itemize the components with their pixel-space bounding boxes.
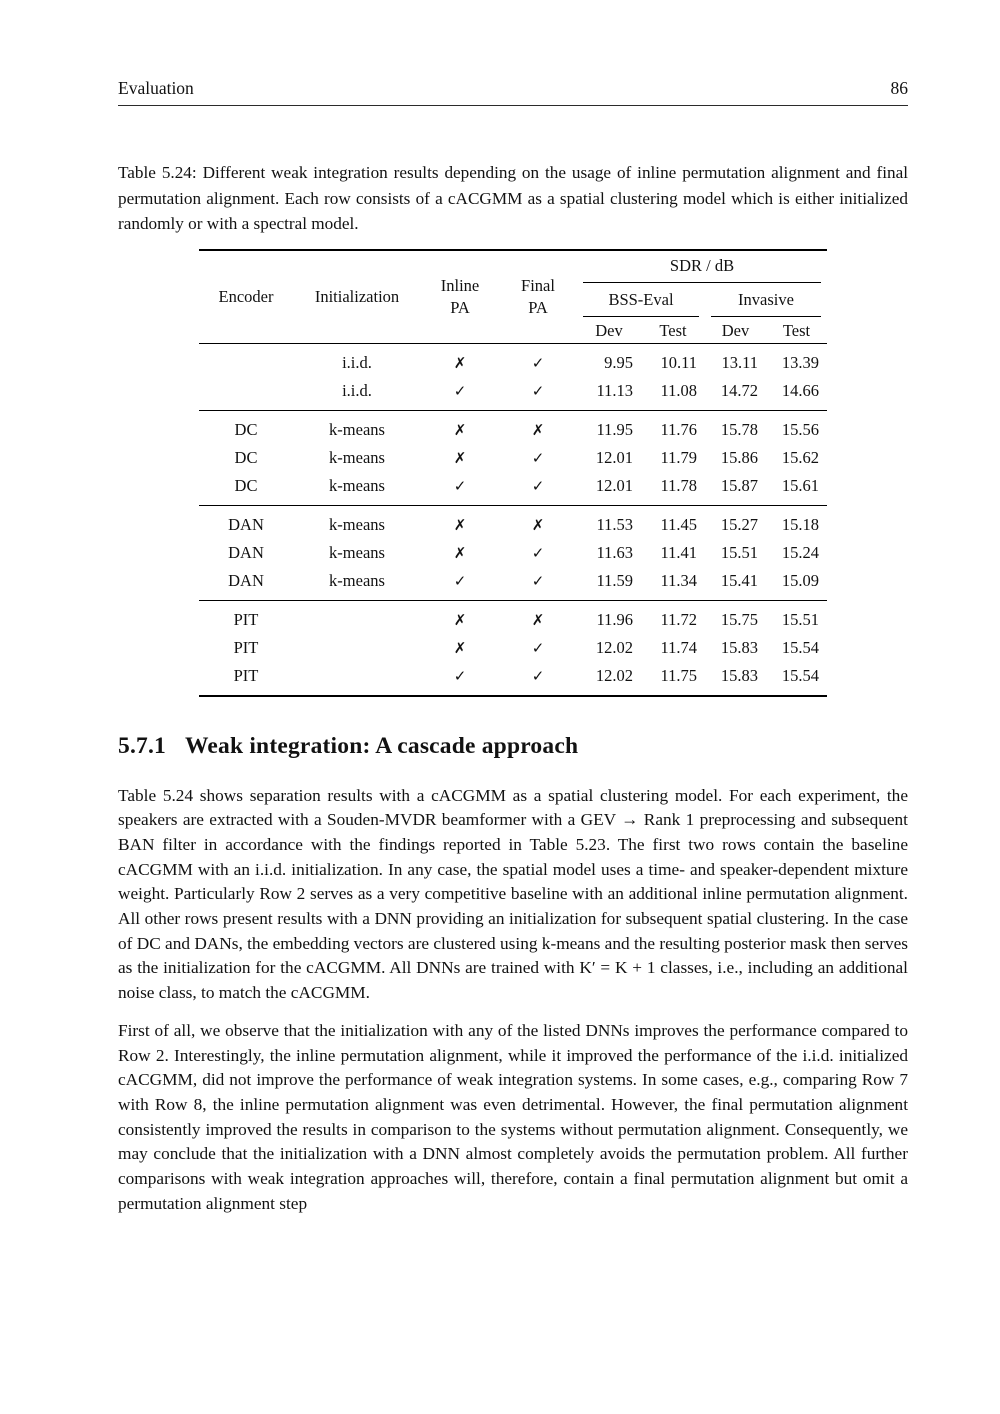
col-header-bss-dev: Dev [595, 320, 623, 340]
cross-icon [421, 444, 499, 472]
encoder-cell: PIT [233, 666, 259, 685]
bss-dev-cell: 11.13 [596, 381, 633, 400]
paragraph: Table 5.24 shows separation results with a cACGMM as a spatial clustering model. For each experiment, the speakers are extracted with a Souden-MVDR beamformer with a GEV → Rank 1 preprocessing and subsequent BAN filter in accordance with the findings reported in Table 5.23. The first two rows contain the baseline cACGMM with an i.i.d. initialization. In any case, the spatial model uses a time- and speaker-dependent mixture weight. Particularly Row 2 serves as a very competitive baseline with an additional inline permutation alignment. All other rows present results with a DNN providing an initialization for subsequent spatial clustering. In the case of DC and DANs, the embedding vectors are clustered using k-means and the resulting posterior mask then serves as the initialization for the cACGMM. All DNNs are trained with K′ = K + 1 classes, i.e., including an additional noise class, to match the cACGMM. [118, 785, 908, 1003]
initialization-cell: k-means [329, 571, 385, 590]
check-icon: ✓ [531, 448, 545, 467]
cross-icon [499, 600, 577, 634]
bss-dev-cell: 11.96 [596, 610, 633, 629]
bss-test-cell: 11.75 [660, 666, 697, 685]
invasive-test-cell: 15.54 [781, 666, 819, 685]
initialization-cell: k-means [329, 515, 385, 534]
results-table [199, 249, 827, 697]
table-group [199, 600, 827, 696]
table-row [199, 539, 827, 567]
header-row-1 [199, 250, 827, 285]
bss-dev-cell: 11.95 [596, 420, 633, 439]
check-icon [499, 343, 577, 377]
col-header-final-pa-line1: Final [521, 275, 555, 295]
cross-icon: ✗ [453, 610, 467, 629]
invasive-dev-cell: 15.27 [720, 515, 758, 534]
col-header-final-pa [499, 250, 577, 344]
initialization-cell [293, 600, 421, 634]
table-row [199, 505, 827, 539]
invasive-test-cell: 15.51 [781, 610, 819, 629]
check-icon: ✓ [453, 381, 467, 400]
table-caption: Table 5.24: Different weak integration results depending on the usage of inline permutation alignment and final permutation alignment. Each row consists of a cACGMM as a spatial clustering model which is either initialized randomly or with a spectral model. [118, 163, 908, 233]
col-header-encoder: Encoder [218, 286, 274, 306]
check-icon [499, 472, 577, 506]
section-number: 5.7.1 [118, 732, 166, 759]
table-row [199, 444, 827, 472]
invasive-dev-cell: 15.87 [720, 476, 758, 495]
paragraph: First of all, we observe that the initialization with any of the listed DNNs improves the performance compared to Row 2. Interestingly, the inline permutation alignment, while it improved the performance of the i.i.d. initialized cACGMM, did not improve the performance of weak integration systems. In some cases, e.g., comparing Row 7 with Row 8, the inline permutation alignment was even detrimental. However, the final permutation alignment consistently improved the results in comparison to the systems without permutation alignment. Consequently, we may conclude that the initialization with a DNN almost completely avoids the permutation problem. All further comparisons with weak integration approaches will, therefore, contain a final permutation alignment but omit a permutation alignment step [118, 1020, 908, 1213]
cross-icon [421, 600, 499, 634]
col-header-initialization: Initialization [314, 286, 400, 306]
col-header-bss-test: Test [659, 320, 687, 340]
check-icon: ✓ [531, 543, 545, 562]
bss-test-cell: 11.78 [660, 476, 697, 495]
invasive-dev-cell: 15.51 [720, 543, 758, 562]
invasive-test-cell: 15.61 [781, 476, 819, 495]
check-icon: ✓ [453, 571, 467, 590]
check-icon [499, 662, 577, 696]
initialization-cell: k-means [329, 476, 385, 495]
cross-icon: ✗ [453, 420, 467, 439]
check-icon: ✓ [531, 381, 545, 400]
col-group-sdr [577, 250, 827, 285]
invasive-test-cell: 15.54 [781, 638, 819, 657]
cross-icon: ✗ [531, 515, 545, 534]
cross-icon: ✗ [453, 353, 467, 372]
bss-test-cell: 11.08 [660, 381, 697, 400]
cross-icon: ✗ [453, 515, 467, 534]
cross-icon: ✗ [531, 610, 545, 629]
bss-test-cell: 11.74 [660, 638, 697, 657]
cross-icon: ✗ [453, 448, 467, 467]
cross-icon [421, 343, 499, 377]
col-group-invasive-label: Invasive [711, 287, 821, 317]
check-icon [421, 662, 499, 696]
initialization-cell [293, 662, 421, 696]
initialization-cell: k-means [329, 420, 385, 439]
check-icon [499, 444, 577, 472]
encoder-cell: PIT [233, 638, 259, 657]
check-icon: ✓ [531, 638, 545, 657]
initialization-cell: i.i.d. [342, 353, 372, 372]
cross-icon: ✗ [531, 420, 545, 439]
invasive-test-cell: 15.62 [781, 448, 819, 467]
initialization-cell: k-means [329, 448, 385, 467]
check-icon [421, 472, 499, 506]
check-icon [499, 634, 577, 662]
table-group [199, 505, 827, 600]
table-row [199, 662, 827, 696]
table-row [199, 600, 827, 634]
bss-dev-cell: 12.02 [595, 638, 633, 657]
invasive-test-cell: 13.39 [781, 353, 819, 372]
table-row [199, 343, 827, 377]
bss-test-cell: 10.11 [660, 353, 697, 372]
invasive-dev-cell: 13.11 [721, 353, 758, 372]
check-icon: ✓ [453, 476, 467, 495]
col-header-invasive-test: Test [782, 320, 811, 340]
invasive-dev-cell: 15.41 [720, 571, 758, 590]
cross-icon [499, 505, 577, 539]
cross-icon [421, 634, 499, 662]
bss-test-cell: 11.41 [660, 543, 697, 562]
bss-test-cell: 11.45 [660, 515, 697, 534]
bss-dev-cell: 11.63 [596, 543, 633, 562]
initialization-cell [293, 634, 421, 662]
bss-dev-cell: 12.01 [595, 448, 633, 467]
check-icon [421, 377, 499, 411]
cross-icon: ✗ [453, 638, 467, 657]
invasive-test-cell: 14.66 [781, 381, 819, 400]
bss-test-cell: 11.72 [660, 610, 697, 629]
invasive-test-cell: 15.09 [781, 571, 819, 590]
col-header-inline-pa-line2: PA [450, 297, 470, 317]
check-icon [421, 567, 499, 601]
cross-icon [421, 539, 499, 567]
bss-dev-cell: 11.59 [596, 571, 633, 590]
page-number: 86 [890, 78, 908, 98]
encoder-cell: DAN [228, 515, 264, 534]
table-group [199, 410, 827, 505]
invasive-dev-cell: 15.86 [720, 448, 758, 467]
invasive-dev-cell: 15.83 [720, 638, 758, 657]
encoder-cell: DAN [228, 571, 264, 590]
invasive-test-cell: 15.24 [781, 543, 819, 562]
cross-icon: ✗ [453, 543, 467, 562]
encoder-cell: DAN [228, 543, 264, 562]
check-icon: ✓ [531, 353, 545, 372]
table-row [199, 634, 827, 662]
bss-test-cell: 11.76 [660, 420, 697, 439]
running-header-title: Evaluation [118, 78, 194, 98]
check-icon [499, 567, 577, 601]
check-icon: ✓ [531, 666, 545, 685]
col-header-final-pa-line2: PA [528, 297, 548, 317]
body-text [118, 784, 908, 1217]
invasive-dev-cell: 15.75 [720, 610, 758, 629]
table-row [199, 472, 827, 506]
invasive-test-cell: 15.56 [781, 420, 819, 439]
col-header-invasive-dev: Dev [721, 320, 750, 340]
col-group-bss-eval [577, 285, 705, 319]
invasive-test-cell: 15.18 [781, 515, 819, 534]
col-header-inline-pa [421, 250, 499, 344]
encoder-cell [199, 377, 293, 411]
col-header-inline-pa-line1: Inline [440, 275, 480, 295]
table-row [199, 567, 827, 601]
encoder-cell [199, 343, 293, 377]
bss-test-cell: 11.79 [660, 448, 697, 467]
table-group [199, 343, 827, 410]
check-icon: ✓ [531, 571, 545, 590]
encoder-cell: PIT [233, 610, 259, 629]
invasive-dev-cell: 15.83 [720, 666, 758, 685]
encoder-cell: DC [234, 476, 258, 495]
running-header [118, 78, 908, 106]
bss-dev-cell: 12.02 [595, 666, 633, 685]
check-icon [499, 539, 577, 567]
table-header [199, 250, 827, 344]
cross-icon [421, 505, 499, 539]
table-row [199, 410, 827, 444]
bss-dev-cell: 11.53 [596, 515, 633, 534]
initialization-cell: k-means [329, 543, 385, 562]
invasive-dev-cell: 14.72 [720, 381, 758, 400]
table-row [199, 377, 827, 411]
encoder-cell: DC [234, 448, 258, 467]
col-group-bss-eval-label: BSS-Eval [583, 287, 699, 317]
bss-test-cell: 11.34 [660, 571, 697, 590]
cross-icon [499, 410, 577, 444]
bss-dev-cell: 9.95 [604, 353, 633, 372]
invasive-dev-cell: 15.78 [720, 420, 758, 439]
section-heading [118, 733, 908, 760]
col-group-sdr-label: SDR / dB [583, 253, 821, 283]
check-icon: ✓ [453, 666, 467, 685]
cross-icon [421, 410, 499, 444]
encoder-cell: DC [234, 420, 258, 439]
check-icon [499, 377, 577, 411]
check-icon: ✓ [531, 476, 545, 495]
section-title: Weak integration: A cascade approach [185, 732, 579, 759]
initialization-cell: i.i.d. [342, 381, 372, 400]
col-group-invasive [705, 285, 827, 319]
bss-dev-cell: 12.01 [595, 476, 633, 495]
